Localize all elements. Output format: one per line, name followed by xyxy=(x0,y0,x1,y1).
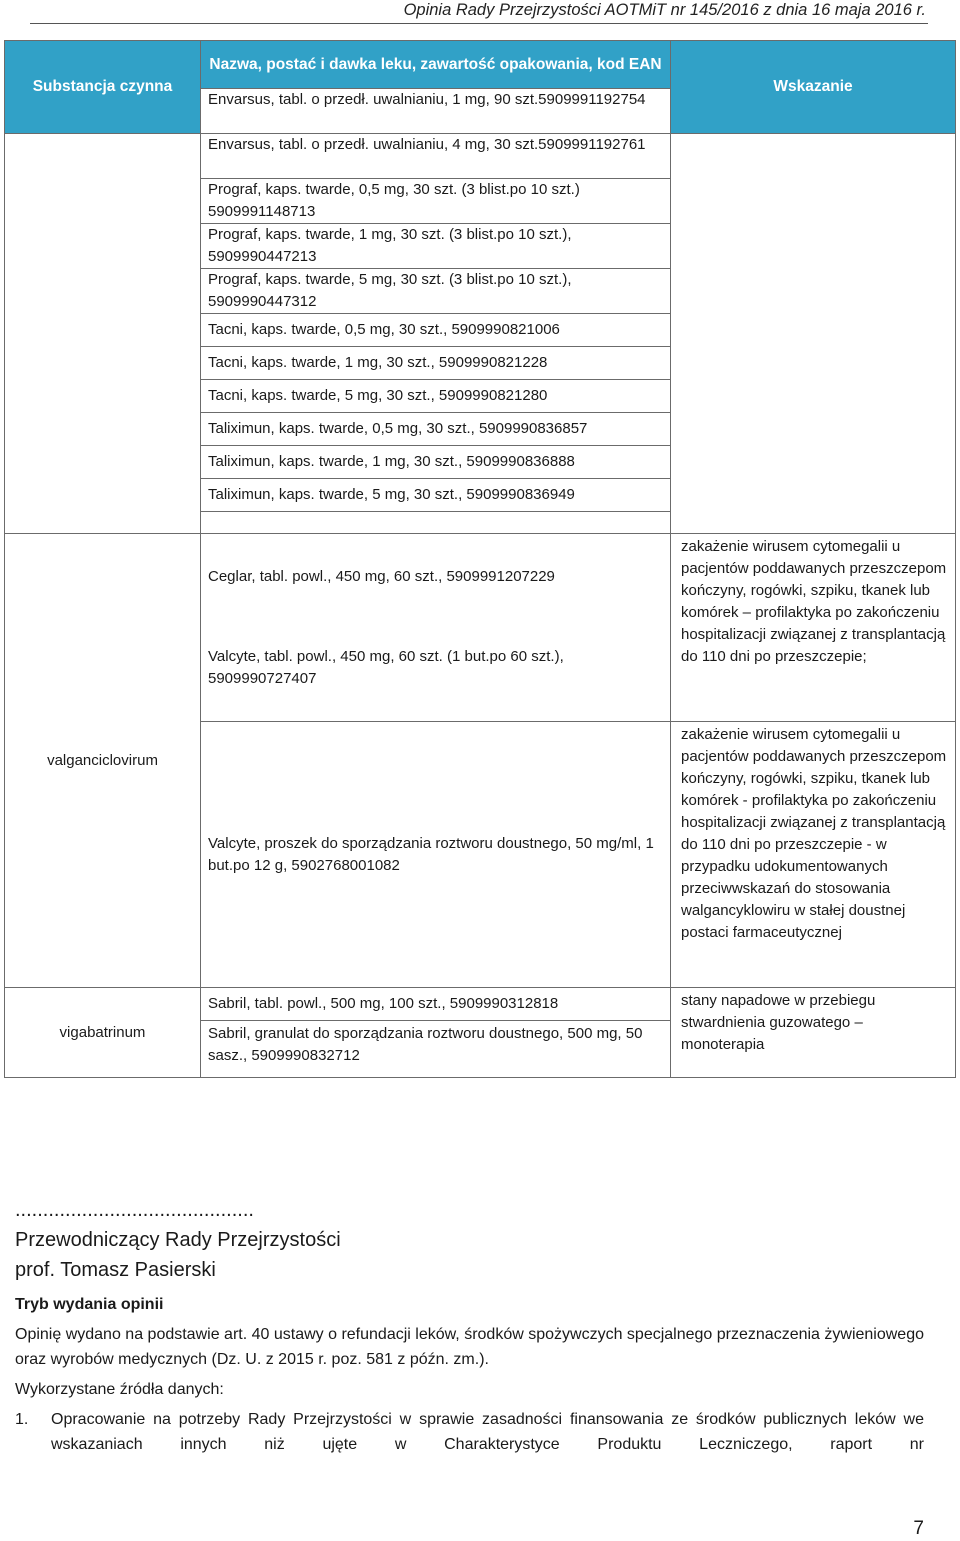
spacer-cell xyxy=(201,512,671,534)
ref-text: Opracowanie na potrzeby Rady Przejrzystości w sprawie zasadności finansowania ze środków publicznych leków we wskazaniach innych niż ujęte w Charakterystyce Produktu Leczniczego, raport nr xyxy=(51,1411,924,1453)
table-row: Prograf, kaps. twarde, 0,5 mg, 30 szt. (3 blist.po 10 szt.) 5909991148713 xyxy=(201,179,671,224)
table-row: Taliximun, kaps. twarde, 5 mg, 30 szt., 5909990836949 xyxy=(201,479,671,512)
substance-vigabatrinum: vigabatrinum xyxy=(5,988,201,1078)
table-row: Taliximun, kaps. twarde, 0,5 mg, 30 szt., 5909990836857 xyxy=(201,413,671,446)
signature-dots: ........................................... xyxy=(15,1199,254,1221)
substance-valganciclovirum: valganciclovirum xyxy=(5,534,201,988)
signature-role: Przewodniczący Rady Przejrzystości xyxy=(15,1229,341,1251)
table-row: Taliximun, kaps. twarde, 1 mg, 30 szt., 5909990836888 xyxy=(201,446,671,479)
table-row: Tacni, kaps. twarde, 5 mg, 30 szt., 5909990821280 xyxy=(201,380,671,413)
product-ceglar: Ceglar, tabl. powl., 450 mg, 60 szt., 5909991207229 xyxy=(208,567,555,585)
table-header-row xyxy=(5,41,956,89)
page-number: 7 xyxy=(913,1518,924,1539)
table-row: Envarsus, tabl. o przedł. uwalnianiu, 4 mg, 30 szt.5909991192761 xyxy=(201,134,671,179)
indication-valganciclovirum-a: zakażenie wirusem cytomegalii u pacjentów poddawanych przeszczepom kończyny, rogówki, szpiku, tkanek lub komórek – profilaktyka po zakończeniu hospitalizacji związanej z transplantacją do 110 dni po przeszczepie; xyxy=(671,534,956,722)
sources-title: Wykorzystane źródła danych: xyxy=(15,1381,224,1398)
col-header-indication: Wskazanie xyxy=(671,41,956,134)
signature-name: prof. Tomasz Pasierski xyxy=(15,1259,216,1281)
ref-number: 1. xyxy=(15,1411,29,1428)
product-sabril-granulat: Sabril, granulat do sporządzania roztworu doustnego, 500 mg, 50 sasz., 5909990832712 xyxy=(201,1021,671,1078)
product-valcyte-tabl: Valcyte, tabl. powl., 450 mg, 60 szt. (1 but.po 60 szt.), 5909990727407 xyxy=(208,647,564,687)
product-sabril-tabl: Sabril, tabl. powl., 500 mg, 100 szt., 5909990312818 xyxy=(201,988,671,1021)
indication-vigabatrinum: stany napadowe w przebiegu stwardnienia guzowatego – monoterapia xyxy=(671,988,956,1078)
drug-table xyxy=(4,40,956,1078)
indication-cell-empty xyxy=(671,134,956,534)
procedure-title: Tryb wydania opinii xyxy=(15,1296,164,1313)
running-title: Opinia Rady Przejrzystości AOTMiT nr 145/2016 z dnia 16 maja 2016 r. xyxy=(403,1,926,19)
indication-valganciclovirum-b: zakażenie wirusem cytomegalii u pacjentów poddawanych przeszczepom kończyny, rogówki, szpiku, tkanek lub komórek - profilaktyka po zakończeniu hospitalizacji związanej z transplantacją do 110 dni po przeszczepie - w przypadku udokumentowanych przeciwwskazań do stosowania walgancyklowiru w stałej doustnej postaci farmaceutycznej xyxy=(671,722,956,988)
table-row: Envarsus, tabl. o przedł. uwalnianiu, 1 mg, 90 szt.5909991192754 xyxy=(201,89,671,134)
substance-cell-empty xyxy=(5,134,201,534)
table-row: Tacni, kaps. twarde, 1 mg, 30 szt., 5909990821228 xyxy=(201,347,671,380)
table-row: Prograf, kaps. twarde, 1 mg, 30 szt. (3 blist.po 10 szt.), 5909990447213 xyxy=(201,224,671,269)
procedure-text: Opinię wydano na podstawie art. 40 ustawy o refundacji leków, środków spożywczych specjalnego przeznaczenia żywieniowego oraz wyrobów medycznych (Dz. U. z 2015 r. poz. 581 z późn. zm.). xyxy=(15,1326,924,1368)
col-header-product: Nazwa, postać i dawka leku, zawartość opakowania, kod EAN xyxy=(201,41,671,89)
signature-block xyxy=(15,1195,341,1285)
product-cell-valcyte-tabl xyxy=(201,534,671,722)
running-header xyxy=(30,0,928,24)
table-row: Prograf, kaps. twarde, 5 mg, 30 szt. (3 blist.po 10 szt.), 5909990447312 xyxy=(201,269,671,314)
product-valcyte-powder: Valcyte, proszek do sporządzania roztworu doustnego, 50 mg/ml, 1 but.po 12 g, 5902768001082 xyxy=(201,722,671,988)
col-header-substance: Substancja czynna xyxy=(5,41,201,134)
table-row: Tacni, kaps. twarde, 0,5 mg, 30 szt., 5909990821006 xyxy=(201,314,671,347)
